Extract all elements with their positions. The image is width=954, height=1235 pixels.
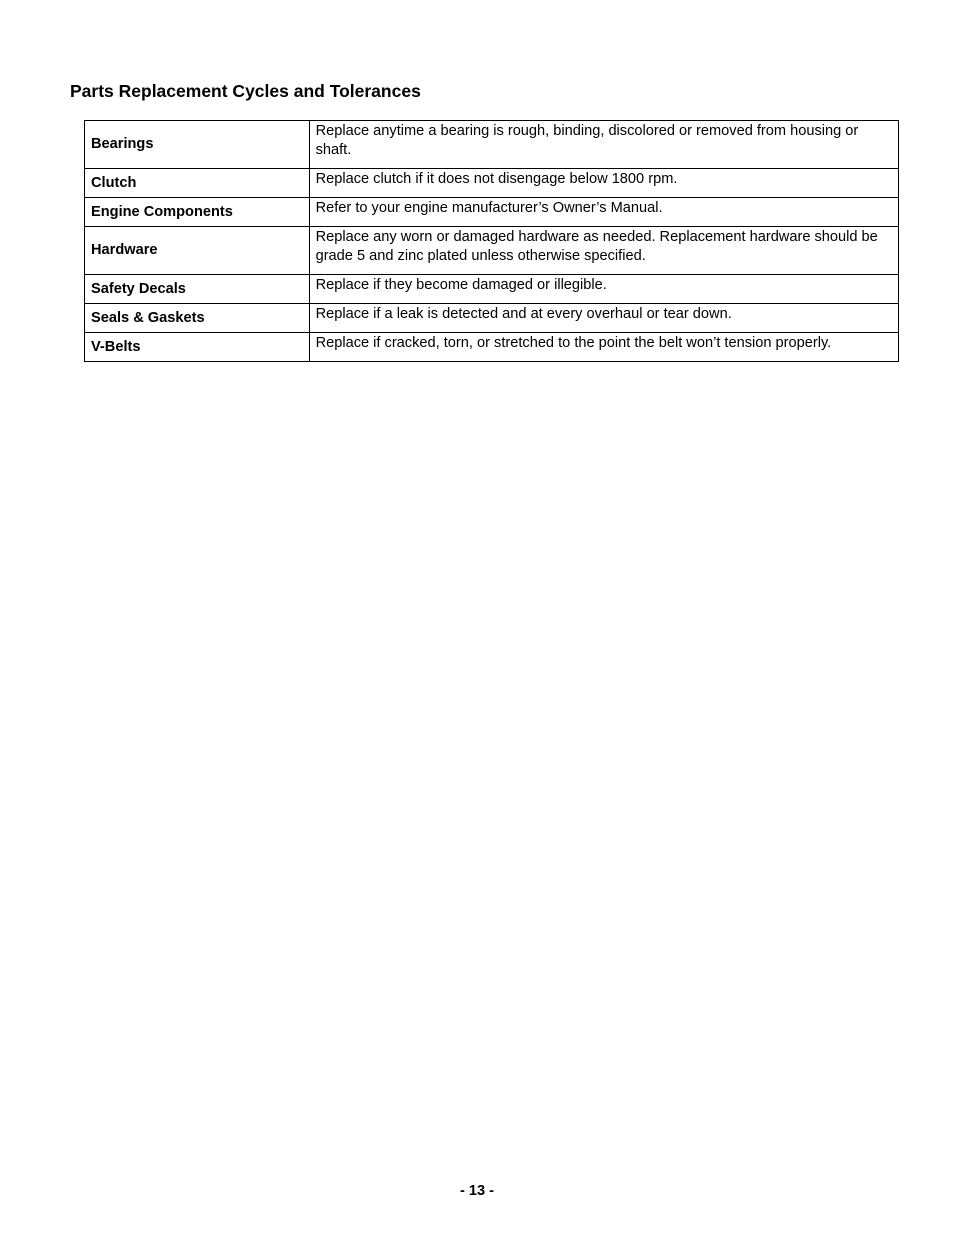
part-description-cell: Replace clutch if it does not disengage below 1800 rpm. — [309, 169, 898, 198]
part-description-cell: Replace if cracked, torn, or stretched to the point the belt won’t tension properly. — [309, 333, 898, 362]
part-description-cell: Replace any worn or damaged hardware as needed. Replacement hardware should be grade 5 and zinc plated unless otherwise specified. — [309, 227, 898, 275]
table-row — [85, 121, 899, 169]
part-name-cell: Clutch — [85, 169, 310, 198]
table-row — [85, 227, 899, 275]
table-row — [85, 198, 899, 227]
part-description-cell: Replace anytime a bearing is rough, binding, discolored or removed from housing or shaft. — [309, 121, 898, 169]
page-number: - 13 - — [459, 1183, 495, 1199]
part-description-cell: Replace if they become damaged or illegible. — [309, 275, 898, 304]
part-name-cell: Safety Decals — [85, 275, 310, 304]
part-description-cell: Replace if a leak is detected and at every overhaul or tear down. — [309, 304, 898, 333]
parts-replacement-table — [84, 120, 899, 362]
table-row — [85, 169, 899, 198]
part-description-cell: Refer to your engine manufacturer’s Owner’s Manual. — [309, 198, 898, 227]
table-row — [85, 304, 899, 333]
part-name-cell: Engine Components — [85, 198, 310, 227]
part-name-cell: Hardware — [85, 227, 310, 275]
table-row — [85, 333, 899, 362]
part-name-cell: Bearings — [85, 121, 310, 169]
part-name-cell: Seals & Gaskets — [85, 304, 310, 333]
part-name-cell: V-Belts — [85, 333, 310, 362]
table-row — [85, 275, 899, 304]
page-title: Parts Replacement Cycles and Tolerances — [70, 81, 421, 101]
